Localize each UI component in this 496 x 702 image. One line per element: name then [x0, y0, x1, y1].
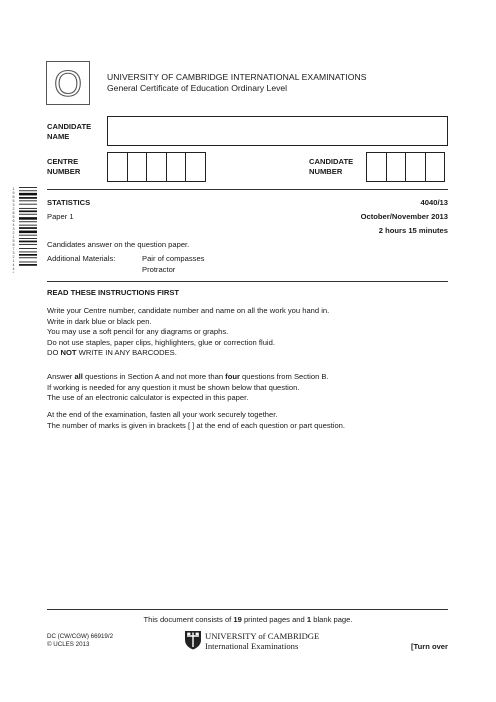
- barcode-digit: 2: [12, 231, 15, 235]
- divider: [47, 281, 448, 282]
- divider: [47, 189, 448, 190]
- candidate-digit-box[interactable]: [386, 152, 407, 182]
- exam-session: October/November 2013: [360, 212, 448, 221]
- barcode-digit: 1: [12, 259, 15, 263]
- barcode-digit: 3: [12, 227, 15, 231]
- barcode-digit: 4: [12, 267, 15, 271]
- instruction-line: Write in dark blue or black pen.: [47, 316, 152, 326]
- page-count: This document consists of 19 printed pages and 1 blank page.: [143, 615, 353, 624]
- cambridge-logo-text: UNIVERSITY of CAMBRIDGE International Examinations: [205, 631, 320, 651]
- instruction-line: At the end of the examination, fasten all your work securely together.: [47, 410, 278, 419]
- qualification: General Certificate of Education Ordinary Level: [107, 83, 288, 93]
- candidate-number-label: CANDIDATE NUMBER: [309, 157, 354, 176]
- centre-digit-box[interactable]: [107, 152, 128, 182]
- document-reference: DC (CW/CGW) 66919/2 © UCLES 2013: [47, 633, 114, 648]
- exam-board: UNIVERSITY OF CAMBRIDGE INTERNATIONAL EXAMINATIONS: [107, 72, 367, 82]
- centre-digit-box[interactable]: [146, 152, 167, 182]
- barcode-digit: 4: [12, 263, 15, 267]
- paper-letter: O: [53, 63, 83, 104]
- barcode-digit: 2: [12, 207, 15, 211]
- barcode-digit: 8: [12, 243, 15, 247]
- instruction-line: Answer all questions in Section A and not more than four questions from Section B.: [47, 372, 329, 381]
- instruction-line: If working is needed for any question it must be shown below that question.: [47, 382, 300, 392]
- turn-over: [Turn over: [411, 642, 448, 651]
- paper-letter-logo: [46, 61, 90, 105]
- candidate-name-field[interactable]: [107, 116, 448, 146]
- instructions-block-1: [47, 306, 329, 359]
- syllabus-code: 4040/13: [420, 198, 448, 207]
- subject: STATISTICS: [47, 198, 91, 207]
- barcode-digit: 1: [12, 235, 15, 239]
- answer-note: Candidates answer on the question paper.: [47, 240, 190, 249]
- candidate-number-field[interactable]: [366, 152, 445, 182]
- barcode-digit: 3: [12, 251, 15, 255]
- centre-number-field[interactable]: [107, 152, 206, 182]
- barcode-digit: 5: [12, 215, 15, 219]
- materials-list: [142, 254, 204, 275]
- cambridge-crest-icon: [184, 630, 202, 650]
- barcode-digit: 5: [12, 199, 15, 203]
- centre-digit-box[interactable]: [166, 152, 187, 182]
- barcode-digit: 6: [12, 219, 15, 223]
- material-item: Protractor: [142, 264, 176, 274]
- barcode-digit: 3: [12, 203, 15, 207]
- material-item: Pair of compasses: [142, 254, 205, 263]
- instructions-heading: READ THESE INSTRUCTIONS FIRST: [47, 288, 180, 297]
- barcode-digit: 5: [12, 239, 15, 243]
- barcode-digit: *: [12, 271, 14, 275]
- instruction-line: Write your Centre number, candidate number and name on all the work you hand in.: [47, 306, 330, 315]
- instructions-block-3: [47, 410, 345, 431]
- candidate-digit-box[interactable]: [425, 152, 446, 182]
- barcode-digit: 1: [12, 187, 15, 191]
- candidate-digit-box[interactable]: [405, 152, 426, 182]
- instruction-line: DO NOT WRITE IN ANY BARCODES.: [47, 348, 177, 357]
- footer-divider: [47, 609, 448, 610]
- exam-duration: 2 hours 15 minutes: [378, 226, 448, 235]
- candidate-digit-box[interactable]: [366, 152, 387, 182]
- barcode-digit: 4: [12, 223, 15, 227]
- barcode: [12, 186, 38, 278]
- centre-digit-box[interactable]: [127, 152, 148, 182]
- barcode-digit: 8: [12, 211, 15, 215]
- barcode-digit: 2: [12, 255, 15, 259]
- instruction-line: Do not use staples, paper clips, highlighters, glue or correction fluid.: [47, 337, 275, 347]
- barcode-digit: 9: [12, 191, 15, 195]
- instruction-line: You may use a soft pencil for any diagrams or graphs.: [47, 327, 229, 336]
- materials-label: Additional Materials:: [47, 254, 116, 263]
- centre-number-label: CENTRE NUMBER: [47, 157, 81, 176]
- instruction-line: The number of marks is given in brackets [ ] at the end of each question or part question.: [47, 420, 346, 430]
- barcode-digit: 8: [12, 195, 15, 199]
- paper-number: Paper 1: [47, 212, 74, 221]
- candidate-name-label: CANDIDATE NAME: [47, 122, 92, 141]
- centre-digit-box[interactable]: [185, 152, 206, 182]
- barcode-digit: 7: [12, 247, 15, 251]
- instruction-line: The use of an electronic calculator is expected in this paper.: [47, 393, 249, 402]
- instructions-block-2: [47, 372, 329, 404]
